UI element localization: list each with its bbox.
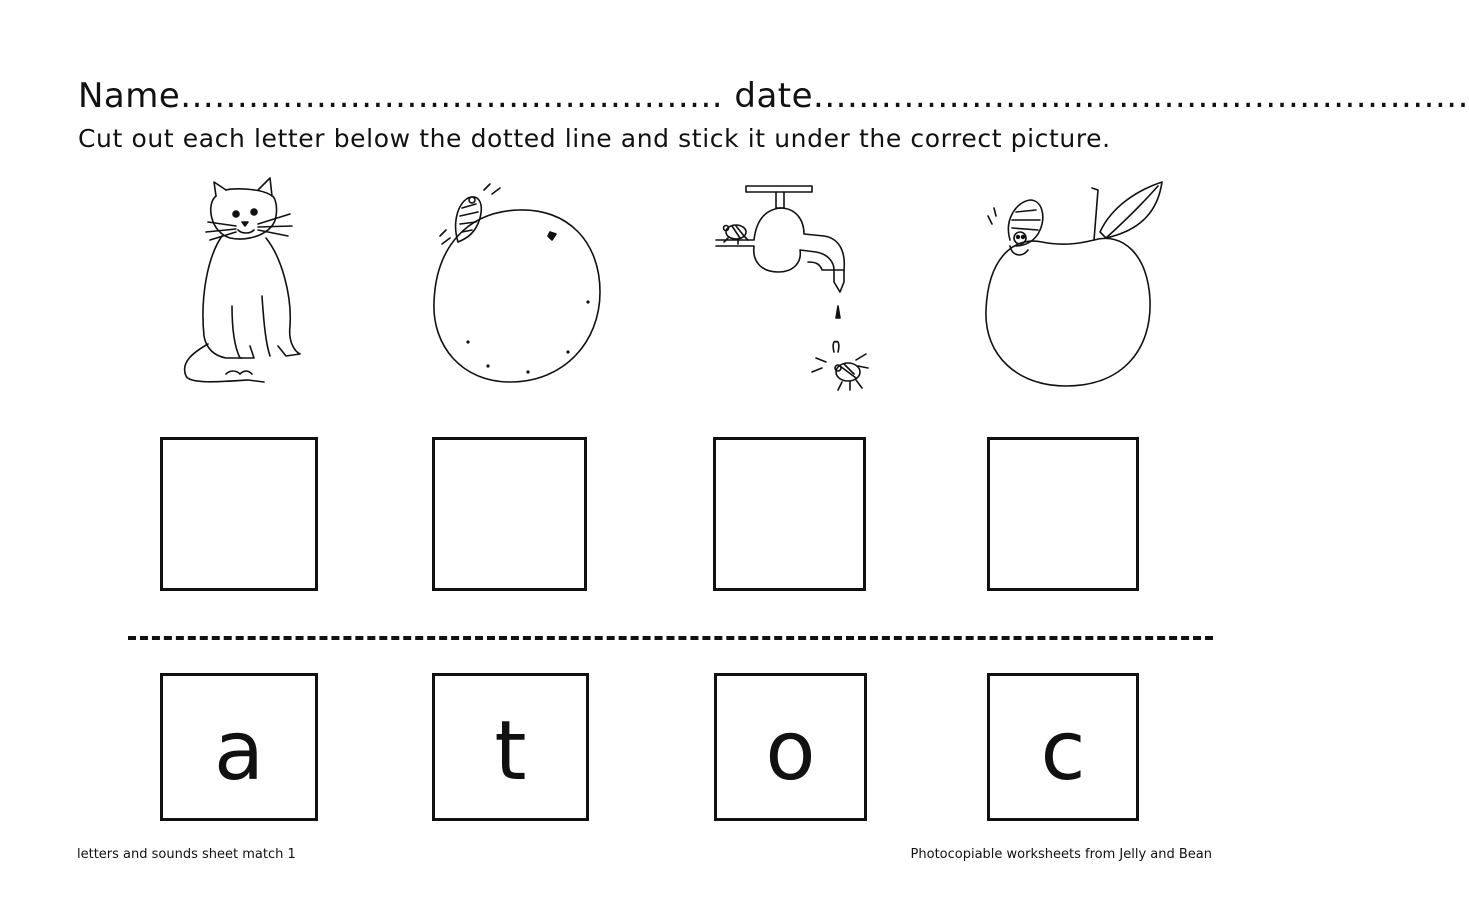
letter-c: c — [1040, 704, 1086, 799]
answer-box-apple — [987, 437, 1139, 591]
letter-card-a — [160, 673, 318, 821]
letter-card-c — [987, 673, 1139, 821]
instruction-text: Cut out each letter below the dotted line and stick it under the correct picture. — [78, 124, 1111, 153]
orange-icon — [428, 182, 608, 387]
letter-card-t — [432, 673, 589, 821]
cut-line — [128, 636, 1213, 640]
cat-icon — [178, 176, 308, 391]
name-date-line: Name................................................ date.......................................................... — [78, 76, 1469, 116]
apple-icon — [982, 180, 1167, 392]
letter-card-o — [714, 673, 867, 821]
footer-sheet-title: letters and sounds sheet match 1 — [77, 847, 296, 862]
answer-box-cat — [160, 437, 318, 591]
letter-t: t — [494, 704, 527, 799]
letter-o: o — [765, 704, 816, 799]
answer-box-tap — [713, 437, 866, 591]
letter-a: a — [213, 704, 265, 799]
tap-icon — [716, 182, 886, 397]
footer-credit: Photocopiable worksheets from Jelly and Bean — [910, 847, 1212, 862]
answer-box-orange — [432, 437, 587, 591]
